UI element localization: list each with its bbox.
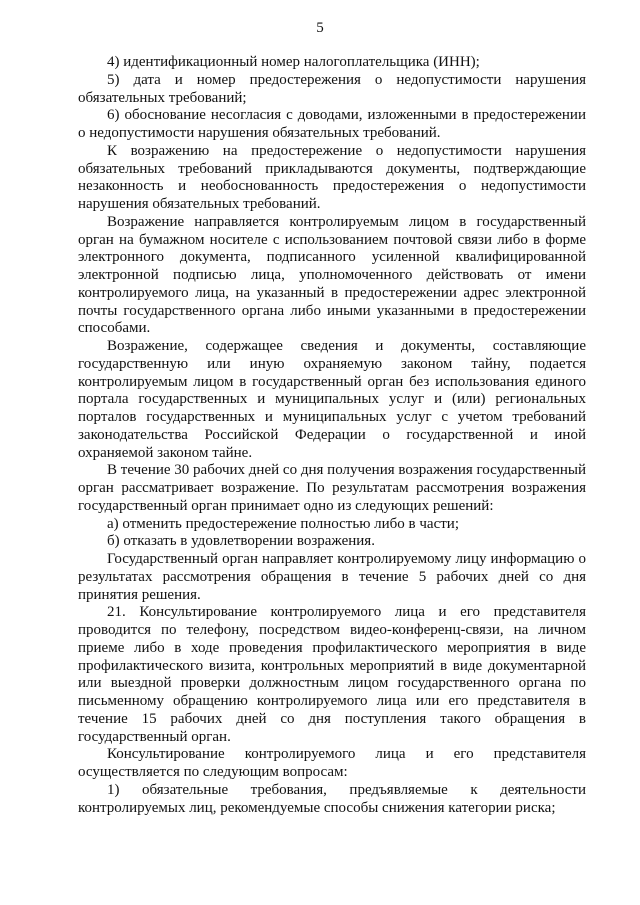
paragraph-attached-documents: К возражению на предостережение о недопустимости нарушения обязательных требований прикладываются документы, подтверждающие незаконность и необоснованность предостережения о недопустимости нарушения обязательных требований. [78,142,586,212]
paragraph-objection-grounds: 6) обоснование несогласия с доводами, изложенными в предостережении о недопустимости нарушения обязательных требований. [78,107,586,141]
list-item-refuse-objection: б) отказать в удовлетворении возражения. [107,533,375,550]
paragraph-consultation-topics: Консультирование контролируемого лица и его представителя осуществляется по следующим вопросам: [78,746,586,780]
document-body [78,54,586,817]
list-item-mandatory-requirements: 1) обязательные требования, предъявляемые к деятельности контролируемых лиц, рекомендуемые способы снижения категории риска; [78,781,586,816]
paragraph-consultation-21: 21. Консультирование контролируемого лица и его представителя проводится по телефону, посредством видео-конференц-связи, на личном приеме либо в ходе проведения профилактического мероприятия в виде профилактического визита, контрольных мероприятий в виде документарной или выездной проверки должностным лицом государственного органа по письменному обращению контролируемого лица или его представителя в течение 15 рабочих дней со дня поступления такого обращения в государственный орган. [78,604,586,745]
paragraph-warning-date-number: 5) дата и номер предостережения о недопустимости нарушения обязательных требований; [78,71,586,106]
paragraph-review-period: В течение 30 рабочих дней со дня получения возражения государственный орган рассматривает возражение. По результатам рассмотрения возражения государственный орган принимает одно из следующих решений: [78,462,586,514]
list-item-cancel-warning: а) отменить предостережение полностью либо в части; [107,515,459,532]
page-number: 5 [316,20,324,36]
paragraph-secret-information: Возражение, содержащее сведения и документы, составляющие государственную или иную охраняемую законом тайну, подается контролируемым лицом в государственный орган без использования единого портала государственных и муниципальных услуг и (или) региональных порталов государственных и муниципальных услуг с учетом требований законодательства Российской Федерации о государственной и иной охраняемой законом тайне. [78,338,586,461]
paragraph-inn: 4) идентификационный номер налогоплательщика (ИНН); [107,54,480,70]
paragraph-objection-delivery: Возражение направляется контролируемым лицом в государственный орган на бумажном носителе с использованием почтовой связи либо в форме электронного документа, подписанного усиленной квалифицированной электронной подписью лица, уполномоченного действовать от имени контролируемого лица, на указанный в предостережении адрес электронной почты государственного органа либо иными указанными в предостережении способами. [78,213,586,337]
paragraph-result-notification: Государственный орган направляет контролируемому лицу информацию о результатах рассмотрения обращения в течение 5 рабочих дней со дня принятия решения. [78,551,586,603]
